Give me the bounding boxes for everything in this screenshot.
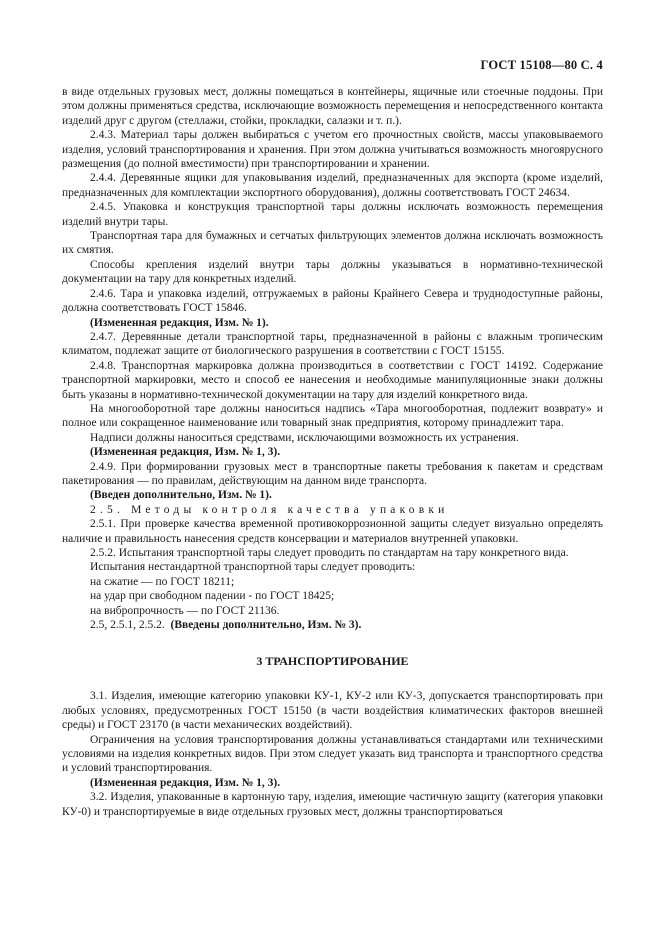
- amendment-line: [62, 618, 603, 632]
- paragraph-nonstandard-tests: Испытания нестандартной транспортной тары следует проводить:: [90, 561, 416, 574]
- paragraph-fastening: Способы крепления изделий внутри тары должны указываться в нормативно-технической документации на тару для конкретных изделий.: [62, 258, 603, 286]
- amendment-ref: 2.5, 2.5.1, 2.5.2.: [90, 619, 165, 632]
- paragraph-2-5-1: 2.5.1. При проверке качества временной противокоррозионной защиты следует визуально определять наличие и правильность нанесения средств консервации и материалов внутренней упаковки.: [62, 518, 603, 545]
- list-item-drop-impact: на удар при свободном падении - по ГОСТ 18425;: [90, 590, 335, 603]
- amendment-note: (Измененная редакция, Изм. № 1, 3).: [90, 776, 281, 789]
- subsection-title-control-methods: 2.5. Методы контроля качества упаковки: [90, 503, 449, 516]
- paragraph-filter-packaging: Транспортная тара для бумажных и сетчатых фильтрующих элементов должна исключать возможность их смятия.: [62, 230, 603, 257]
- paragraph-2-4-9: 2.4.9. При формировании грузовых мест в транспортные пакеты требования к пакетам и средствам пакетирования — по правилам, действующим на данном виде транспорта.: [62, 460, 603, 487]
- list-item-vibration: на вибропрочность — по ГОСТ 21136.: [90, 604, 280, 617]
- paragraph-2-4-3: 2.4.3. Материал тары должен выбираться с учетом его прочностных свойств, массы упаковываемого изделия, условий транспортирования и хранения. При этом должна учитываться возможность многоярусного размещения (до полной вместимости) при транспортировании и хранении.: [62, 129, 603, 171]
- paragraph-2-4-4: 2.4.4. Деревянные ящики для упаковывания изделий, предназначенных для экспорта (кроме изделий, предназначенных для комплектации экспортного оборудования), должны соответствовать ГОСТ 24634.: [62, 172, 603, 199]
- document-page: [62, 58, 603, 819]
- paragraph-returnable-tare: На многооборотной таре должны наноситься надпись «Тара многооборотная, подлежит возврату» и полное или сокращенное наименование или товарный знак предприятия, которому принадлежит тара.: [62, 402, 603, 430]
- amendment-note: (Измененная редакция, Изм. № 1, 3).: [90, 446, 281, 459]
- paragraph-inscriptions: Надписи должны наноситься средствами, исключающими возможность их устранения.: [90, 431, 519, 444]
- paragraph-3-2: 3.2. Изделия, упакованные в картонную тару, изделия, имеющие частичную защиту (категория упаковки КУ-0) и транспортируемые в виде отдельных грузовых мест, должны транспортироваться: [62, 791, 603, 818]
- paragraph-2-4-7: 2.4.7. Деревянные детали транспортной тары, предназначенной в районы с влажным тропическим климатом, подлежат защите от биологического разрушения в соответствии с ГОСТ 15155.: [62, 330, 603, 358]
- paragraph-2-4-5: 2.4.5. Упаковка и конструкция транспортной тары должны исключать возможность перемещения изделий внутри тары.: [62, 201, 603, 228]
- section-title-transportation: 3 ТРАНСПОРТИРОВАНИЕ: [256, 654, 409, 669]
- list-item-compression: на сжатие — по ГОСТ 18211;: [90, 575, 235, 588]
- amendment-note: (Введен дополнительно, Изм. № 1).: [90, 489, 272, 502]
- paragraph-continuation: в виде отдельных грузовых мест, должны помещаться в контейнеры, ящичные или стоечные поддоны. При этом должны применяться средства, исключающие возможность перемещения и непосредственного контакта изделий друг с другом (стеллажи, стойки, прокладки, салазки и т. п.).: [62, 86, 603, 127]
- paragraph-2-5-2: 2.5.2. Испытания транспортной тары следует проводить по стандартам на тару конкретного вида.: [90, 547, 569, 559]
- paragraph-2-4-8: 2.4.8. Транспортная маркировка должна производиться в соответствии с ГОСТ 14192. Содержание транспортной маркировки, место и способ ее нанесения и необходимые манипуляционные знаки должны быть указаны в нормативно-технической документации на тару для изделий конкретного вида.: [62, 359, 603, 401]
- paragraph-2-4-6: 2.4.6. Тара и упаковка изделий, отгружаемых в районы Крайнего Севера и труднодоступные районы, должна соответствовать ГОСТ 15846.: [62, 287, 603, 315]
- amendment-note: (Введены дополнительно, Изм. № 3).: [170, 619, 362, 632]
- amendment-note: (Измененная редакция, Изм. № 1).: [90, 316, 269, 329]
- page-header: ГОСТ 15108—80 С. 4: [480, 58, 603, 72]
- paragraph-3-1: 3.1. Изделия, имеющие категорию упаковки КУ-1, КУ-2 или КУ-3, допускается транспортировать при любых условиях, предусмотренных ГОСТ 15150 (в части воздействия климатических факторов внешней среды) и ГОСТ 23170 (в части механических воздействий).: [62, 690, 603, 732]
- paragraph-restrictions: Ограничения на условия транспортирования должны устанавливаться стандартами или техническими условиями на изделия конкретных видов. При этом следует указать вид транспорта и транспортного средства и условий транспортирования.: [62, 733, 603, 775]
